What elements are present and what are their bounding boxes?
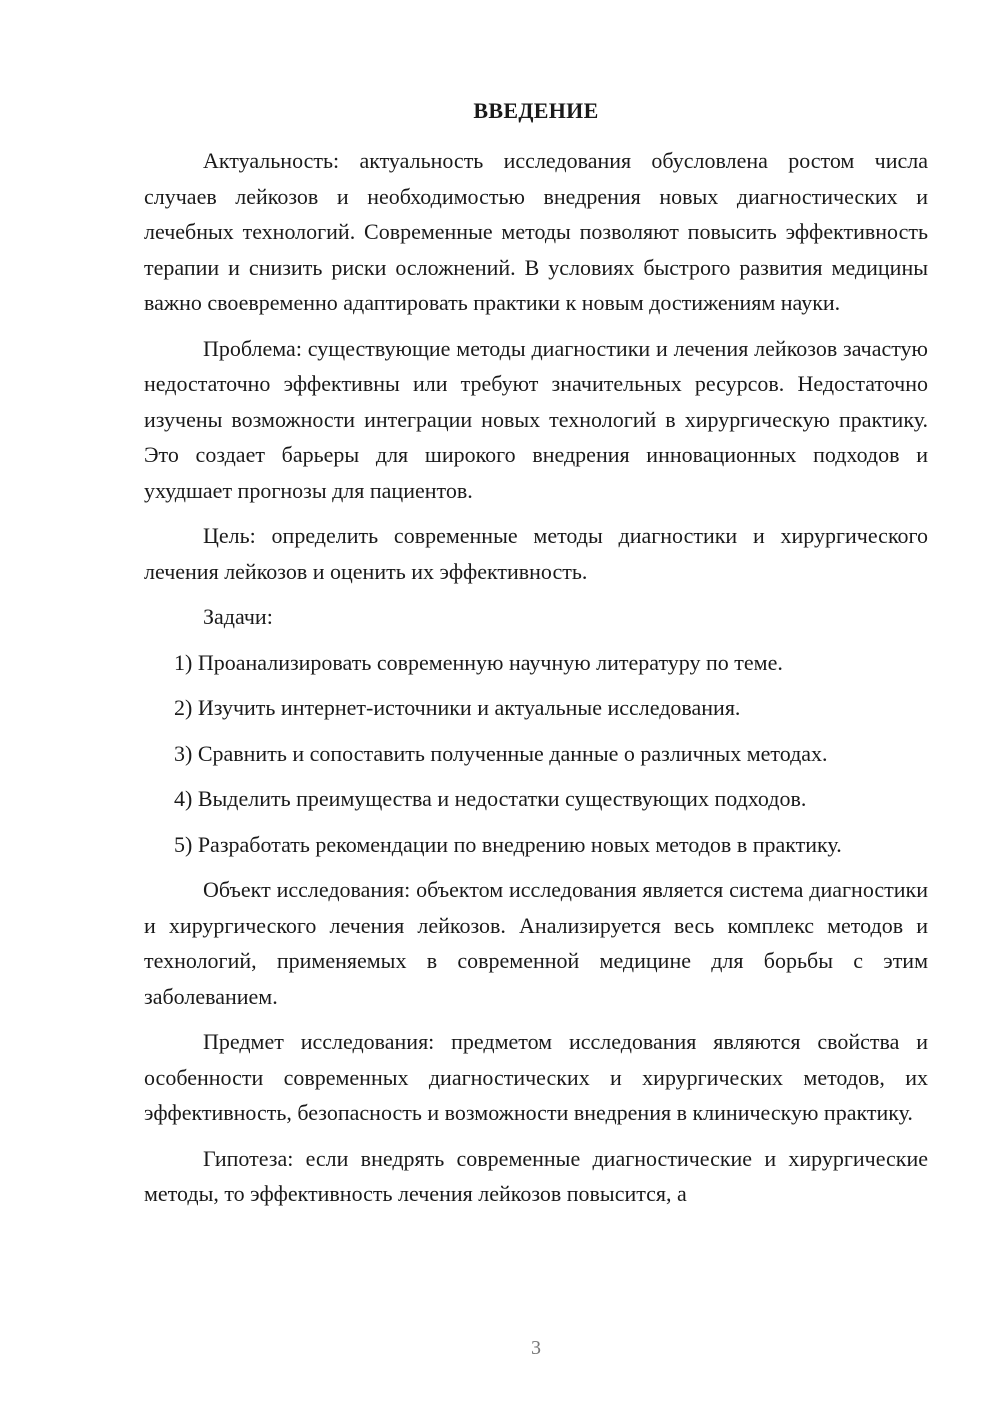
paragraph-tasks-label: Задачи: [203, 604, 273, 629]
task-item-1: 1) Проанализировать современную научную литературу по теме. [174, 649, 783, 675]
document-page [144, 0, 928, 1414]
paragraph-subject: Предмет исследования: предметом исследования являются свойства и особенности современных диагностических и хирургических методов, их эффективность, безопасность и возможности внедрения в клиническую практику. [144, 1029, 928, 1125]
body-text [144, 143, 928, 1222]
section-heading: ВВЕДЕНИЕ [473, 98, 599, 123]
page-number: 3 [531, 1337, 541, 1359]
paragraph-goal: Цель: определить современные методы диагностики и хирургического лечения лейкозов и оценить их эффективность. [144, 523, 928, 584]
task-item-4: 4) Выделить преимущества и недостатки существующих подходов. [174, 786, 807, 811]
task-item-2: 2) Изучить интернет-источники и актуальные исследования. [174, 695, 741, 720]
paragraph-problem: Проблема: существующие методы диагностики и лечения лейкозов зачастую недостаточно эффективны или требуют значительных ресурсов. Недостаточно изучены возможности интеграции новых технологий в хирургическую практику. Это создает барьеры для широкого внедрения инновационных подходов и ухудшает прогнозы для пациентов. [144, 335, 928, 503]
paragraph-hypothesis: Гипотеза: если внедрять современные диагностические и хирургические методы, то эффективность лечения лейкозов повысится, а [144, 1145, 928, 1206]
paragraph-object: Объект исследования: объектом исследования является система диагностики и хирургического лечения лейкозов. Анализируется весь комплекс методов и технологий, применяемых в современной медицине для борьбы с этим заболеванием. [144, 877, 928, 1009]
paragraph-relevance: Актуальность: актуальность исследования обусловлена ростом числа случаев лейкозов и необходимостью внедрения новых диагностических и лечебных технологий. Современные методы позволяют повысить эффективность терапии и снизить риски осложнений. В условиях быстрого развития медицины важно своевременно адаптировать практики к новым достижениям науки. [144, 148, 928, 315]
task-item-3: 3) Сравнить и сопоставить полученные данные о различных методах. [174, 740, 828, 766]
task-item-5: 5) Разработать рекомендации по внедрению новых методов в практику. [174, 831, 842, 857]
